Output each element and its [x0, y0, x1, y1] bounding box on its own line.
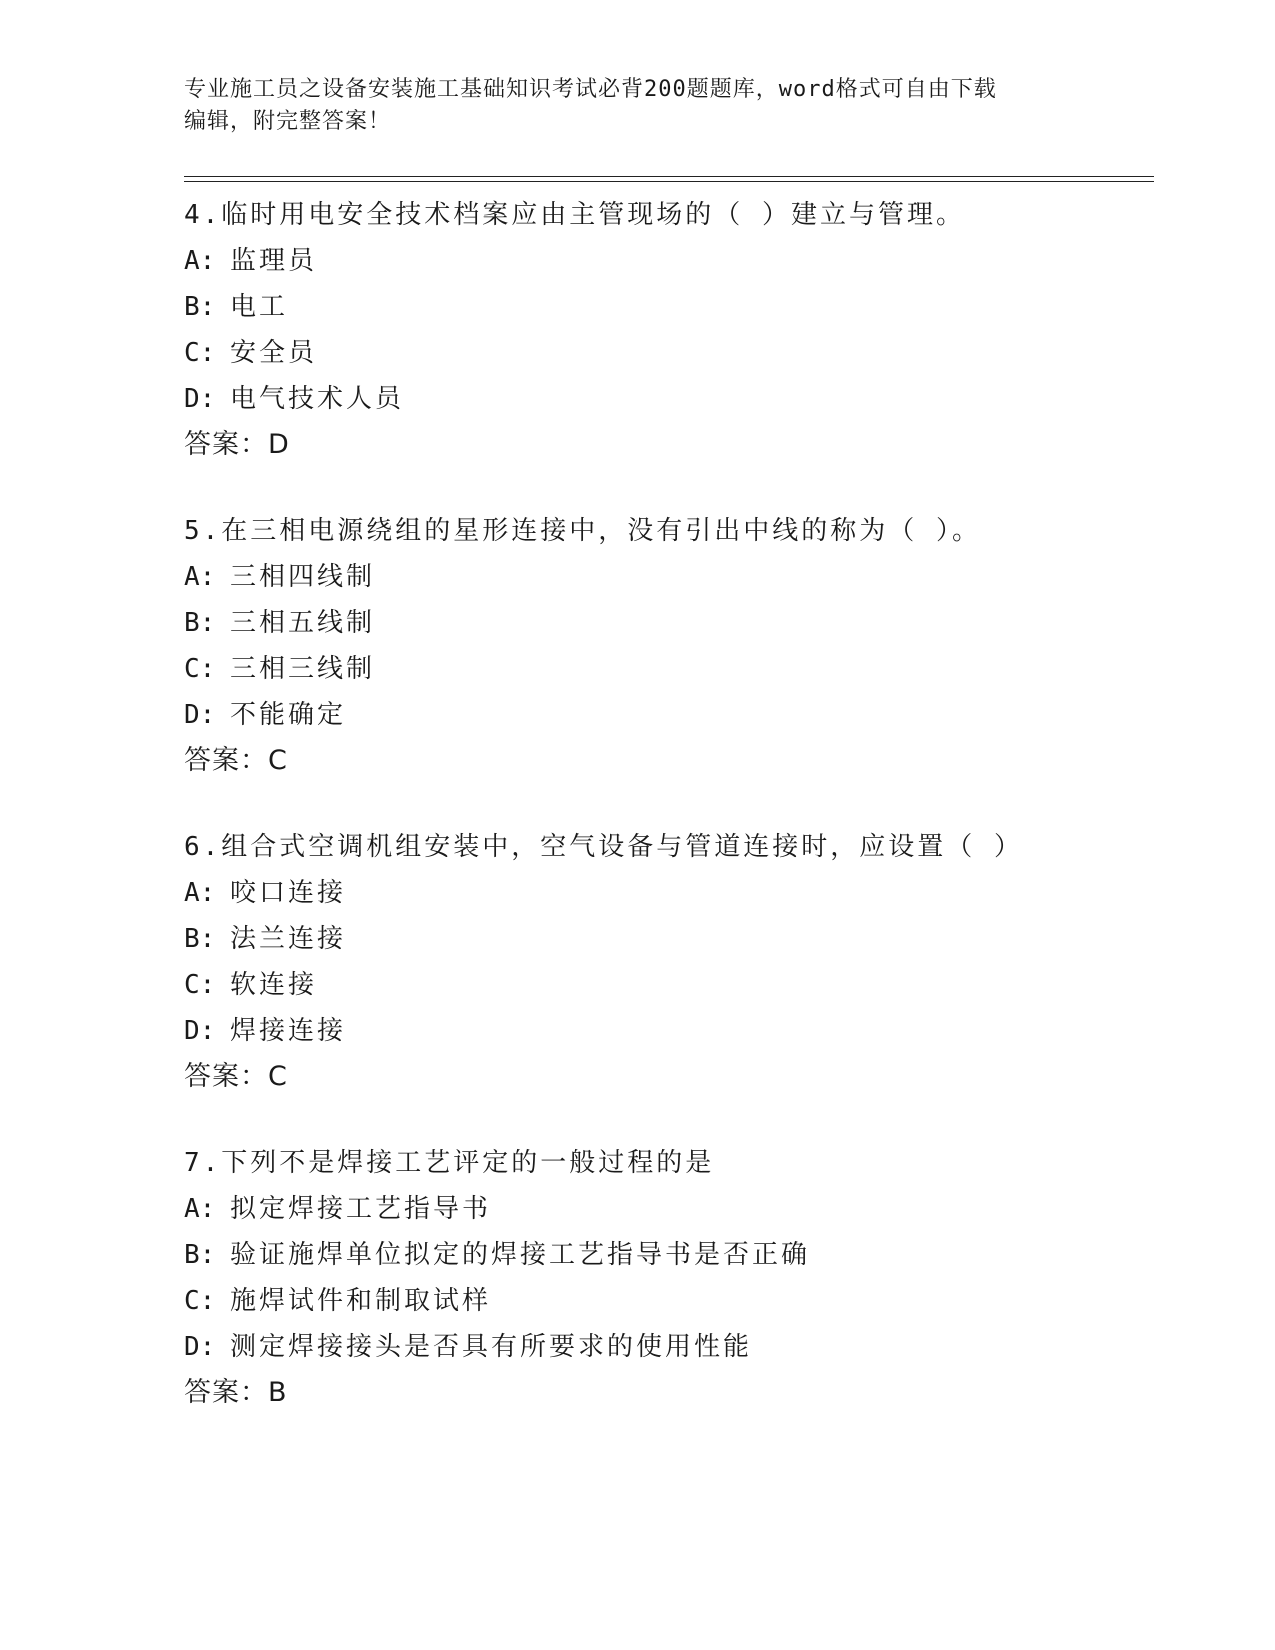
question-stem: 7.下列不是焊接工艺评定的一般过程的是 — [184, 1148, 715, 1178]
option-b — [184, 600, 1144, 646]
option-letter: B: — [184, 608, 216, 638]
option-letter: B: — [184, 1240, 216, 1270]
question-5 — [184, 508, 1144, 784]
option-text: 法兰连接 — [230, 924, 347, 954]
option-letter: A: — [184, 562, 216, 592]
option-text: 三相三线制 — [230, 654, 376, 684]
option-text: 验证施焊单位拟定的焊接工艺指导书是否正确 — [230, 1240, 811, 1270]
option-letter: B: — [184, 292, 216, 322]
option-text: 拟定焊接工艺指导书 — [230, 1194, 492, 1224]
option-b — [184, 916, 1144, 962]
question-stem: 6.组合式空调机组安装中，空气设备与管道连接时，应设置（ ） — [184, 832, 1023, 862]
option-text: 不能确定 — [230, 700, 347, 730]
header-divider-top — [184, 176, 1154, 177]
option-letter: C: — [184, 338, 216, 368]
option-c — [184, 330, 1144, 376]
option-text: 施焊试件和制取试样 — [230, 1286, 492, 1316]
option-letter: B: — [184, 924, 216, 954]
option-a — [184, 554, 1144, 600]
document-header — [184, 74, 1084, 138]
option-d — [184, 1008, 1144, 1054]
option-text: 电工 — [230, 292, 289, 322]
option-text: 咬口连接 — [230, 878, 347, 908]
option-letter: A: — [184, 1194, 216, 1224]
question-stem: 4.临时用电安全技术档案应由主管现场的（ ）建立与管理。 — [184, 200, 965, 230]
option-b — [184, 1232, 1144, 1278]
question-6 — [184, 824, 1144, 1100]
option-a — [184, 238, 1144, 284]
option-letter: D: — [184, 1016, 216, 1046]
option-letter: C: — [184, 1286, 216, 1316]
option-c — [184, 962, 1144, 1008]
answer-line: 答案：B — [184, 1377, 288, 1408]
header-divider-bottom — [184, 181, 1154, 182]
option-d — [184, 692, 1144, 738]
option-text: 安全员 — [230, 338, 318, 368]
option-letter: A: — [184, 878, 216, 908]
option-d — [184, 1324, 1144, 1370]
option-c — [184, 646, 1144, 692]
option-letter: C: — [184, 654, 216, 684]
question-7 — [184, 1140, 1144, 1416]
header-line-2: 编辑，附完整答案！ — [184, 109, 392, 134]
answer-line: 答案：C — [184, 745, 288, 776]
question-stem: 5.在三相电源绕组的星形连接中，没有引出中线的称为（ ）。 — [184, 516, 981, 546]
option-text: 测定焊接接头是否具有所要求的使用性能 — [230, 1332, 753, 1362]
option-text: 电气技术人员 — [230, 384, 405, 414]
question-4 — [184, 192, 1144, 468]
option-text: 三相四线制 — [230, 562, 376, 592]
option-letter: D: — [184, 700, 216, 730]
header-line-1: 专业施工员之设备安装施工基础知识考试必背200题题库，word格式可自由下载 — [184, 77, 997, 102]
answer-line: 答案：C — [184, 1061, 288, 1092]
option-letter: C: — [184, 970, 216, 1000]
option-text: 焊接连接 — [230, 1016, 347, 1046]
question-list — [184, 192, 1144, 1456]
option-letter: D: — [184, 1332, 216, 1362]
option-text: 监理员 — [230, 246, 318, 276]
option-d — [184, 376, 1144, 422]
option-a — [184, 870, 1144, 916]
option-b — [184, 284, 1144, 330]
option-c — [184, 1278, 1144, 1324]
option-letter: A: — [184, 246, 216, 276]
option-text: 三相五线制 — [230, 608, 376, 638]
answer-line: 答案：D — [184, 429, 290, 460]
option-letter: D: — [184, 384, 216, 414]
option-a — [184, 1186, 1144, 1232]
option-text: 软连接 — [230, 970, 318, 1000]
